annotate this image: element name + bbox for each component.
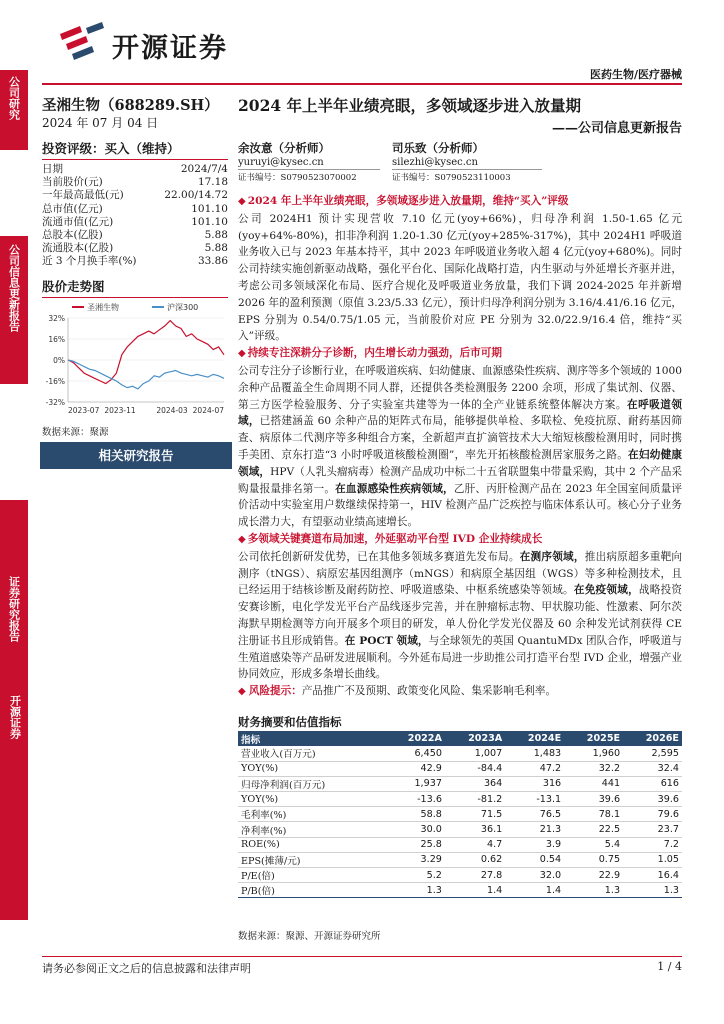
bullet-icon: ◆	[238, 196, 246, 207]
table-row	[238, 792, 682, 807]
fin-cell: 78.1	[564, 807, 623, 822]
fin-cell: 4.7	[445, 837, 505, 852]
fin-cell: 3.29	[385, 852, 445, 867]
logo-mark-icon	[58, 22, 108, 62]
heading-2	[238, 345, 682, 363]
p3b-head: 在测序领域，	[519, 550, 585, 563]
rating-value: 2024/7/4	[180, 163, 228, 175]
p3d: 与全球领先的英国 QuantuMDx 团队合作，呼吸道与生殖道感染等产品研发进展顺利。今外延布局进一步助推公司打造平台型 IVD 企业，增强产业协同效应，形成多条增长曲线。	[238, 634, 682, 681]
heading-3-text: 多领域关键赛道布局加速，外延驱动平台型 IVD 企业持续成长	[247, 532, 543, 545]
fin-cell: 79.6	[623, 807, 682, 822]
fin-row-label: 营业收入(百万元)	[238, 746, 385, 761]
table-row	[238, 837, 682, 852]
bullet-icon: ◆	[238, 533, 246, 545]
report-body	[238, 193, 682, 701]
stock-chart-svg	[42, 298, 228, 424]
rating-row	[42, 163, 228, 176]
brand-name: 开源证券	[112, 33, 228, 64]
fin-cell: 1.4	[505, 883, 564, 898]
p2d-head: 在血源感染性疾病领域，	[335, 482, 454, 495]
strip-top-label: 公司研究	[7, 76, 21, 120]
fin-cell: 0.54	[505, 852, 564, 867]
fin-cell: 16.4	[623, 868, 682, 883]
fin-cell: 76.5	[505, 807, 564, 822]
fin-table-title: 财务摘要和估值指标	[238, 715, 342, 729]
analyst-1-name: 余汝意（分析师）	[238, 141, 330, 155]
fin-cell: 1.3	[564, 883, 623, 898]
rating-key: 日期	[42, 163, 63, 175]
analyst-1-cert: 证书编号：S0790523070002	[238, 169, 380, 183]
strip-report-type	[0, 236, 28, 384]
fin-row-label: 净利率(%)	[238, 822, 385, 837]
fin-row-label: EPS(摊薄/元)	[238, 852, 385, 867]
fin-cell: 1,960	[564, 746, 623, 761]
fin-table	[238, 731, 682, 898]
footer-disclaimer[interactable]: 请务必参阅正文之后的信息披露和法律声明	[42, 962, 251, 975]
p3c: 战略投资安赛诊断，电化学发光平台产品线逐步完善，并在肿瘤标志物、甲状腺功能、性激素、阿尔茨海默早期检测等方向开展多个项目的研发，单人份化学发光仪器及 60 余种发光试剂获得 CE 注册证书且形成销售。	[238, 584, 683, 647]
fin-table-source: 数据来源：聚源、开源证券研究所	[238, 931, 381, 942]
rating-value: 101.10	[191, 202, 228, 215]
fin-cell: 58.8	[385, 807, 445, 822]
fin-cell: 0.62	[445, 852, 505, 867]
fin-header-cell: 2022A	[385, 731, 445, 746]
fin-cell: 441	[564, 776, 623, 791]
fin-cell: -13.6	[385, 792, 445, 807]
fin-cell: 42.9	[385, 761, 445, 776]
rating-label	[42, 139, 228, 160]
fin-cell: 25.8	[385, 837, 445, 852]
page-number: 1 / 4	[657, 960, 682, 973]
rating-key: 流通市值(亿元)	[42, 215, 114, 228]
analyst-2-email[interactable]: silezhi@kysec.cn	[392, 157, 478, 168]
table-row	[238, 822, 682, 837]
p2b: 已搭建涵盖 60 余种产品的矩阵式布局，能够提供单检、多联检、免疫抗原、耐药基因筛查、病原体二代测序等多种组合方案，全新超声直扩滴管技术大大缩短核酸检测用时，同时携手美团、京东打造“3 小时呼吸道核酸检测圈”，率先开拓核酸检测居家服务之路。	[238, 415, 682, 461]
report-title: 2024 年上半年业绩亮眼，多领域逐步进入放量期	[238, 96, 582, 115]
fin-cell: 1.3	[623, 883, 682, 898]
fin-header-cell: 2023A	[445, 731, 505, 746]
analyst-2-name: 司乐致（分析师）	[392, 141, 484, 155]
table-row	[238, 868, 682, 883]
p2a: 公司专注分子诊断行业，在呼吸道疾病、妇幼健康、血源感染性疾病、测序等多个领域的 1000 余种产品覆盖全生命周期不同人群，还提供各类检测服务 2200 余项，形成了集试剂、仪器、第三方医学检验服务、分子实验室共建等为一体的全产业链系统整体解决方案。	[238, 364, 682, 411]
analyst-2-cert: 证书编号：S0790523110003	[392, 169, 542, 183]
fin-cell: 71.5	[445, 807, 505, 822]
fin-cell: 23.7	[623, 822, 682, 837]
report-date: 2024 年 07 月 04 日	[42, 116, 159, 130]
fin-cell: -81.2	[445, 792, 505, 807]
risk-heading: 风险提示：	[248, 685, 302, 698]
paragraph-1: 公司 2024H1 预计实现营收 7.10 亿元(yoy+66%)，归母净利润 1.50-1.65 亿元(yoy+64%-80%)，扣非净利润 1.20-1.30 亿元(yoy+285%-317%)，其中 2024H1 呼吸道业务收入已与 2023 年基本持平，其中 2023 年呼吸道业务收入超 4 亿元(yoy+680%)。同时公司持续实施创新驱动战略，强化平台化、国际化战略打造，内生驱动与外延增长齐驱并进，考虑公司多领域深化布局、医疗合规化及呼吸道业务放量，我们下调 2024-2025 年并新增 2026 年的盈利预测（原值 3.23/5.33 亿元），预计归母净利润分别为 3.16/4.41/6.16 亿元，EPS 分别为 0.54/0.75/1.05 元，当前股价对应 PE 分别为 32.0/22.9/16.4 倍，维持“买入”评级。	[238, 212, 682, 343]
fin-cell: 2,595	[623, 746, 682, 761]
fin-cell: 1,007	[445, 746, 505, 761]
rating-value: 101.10	[191, 215, 228, 228]
fin-cell: 5.2	[385, 868, 445, 883]
x-tick-label: 2024-03	[156, 405, 188, 415]
fin-cell: 47.2	[505, 761, 564, 776]
table-row	[238, 807, 682, 822]
x-tick-label: 2024-07	[192, 405, 224, 415]
p2c: HPV（人乳头瘤病毒）检测产品成功中标二十五省联盟集中带量采购，其中 2 个产品采购量报量排名第一。	[238, 465, 682, 495]
fin-cell: 36.1	[445, 822, 505, 837]
analyst-1-email[interactable]: yuruyi@kysec.cn	[238, 157, 324, 168]
fin-cell: 316	[505, 776, 564, 791]
footer-divider	[42, 956, 682, 957]
p2d: 乙肝、丙肝检测产品在 2023 年全国室间质量评价活动中实验室用户数继续保持第一，HIV 检测产品广泛疾控与临床体系认可。核心分子业务成长潜力大，有望驱动业绩高速增长。	[238, 482, 683, 529]
paragraph-3	[238, 549, 682, 683]
fin-row-label: 毛利率(%)	[238, 807, 385, 822]
fin-row-label: YOY(%)	[238, 792, 385, 807]
rating-row	[42, 203, 228, 216]
p2b-head: 在呼吸道领域，	[238, 398, 682, 428]
fin-header-cell: 指标	[238, 731, 385, 746]
fin-cell: 21.3	[505, 822, 564, 837]
fin-cell: 30.0	[385, 822, 445, 837]
analysts	[238, 140, 682, 183]
related-reports-button[interactable]: 相关研究报告	[40, 442, 232, 469]
y-tick-label: -16%	[45, 376, 65, 386]
x-tick-label: 2023-11	[104, 405, 136, 415]
fin-cell: 1.3	[385, 883, 445, 898]
fin-row-label: ROE(%)	[238, 837, 385, 852]
fin-cell: 1,483	[505, 746, 564, 761]
rating-key: 近 3 个月换手率(%)	[42, 255, 137, 268]
fin-cell: 3.9	[505, 837, 564, 852]
chart-section-title: 股价走势图	[42, 277, 228, 298]
fin-header-cell: 2026E	[623, 731, 682, 746]
table-row	[238, 852, 682, 867]
strip-firm-sub	[0, 576, 28, 676]
p3a: 公司依托创新研发优势，已在其他多领域多赛道先发布局。	[238, 550, 520, 563]
fin-table-header	[238, 731, 682, 746]
report-subtitle: ——公司信息更新报告	[551, 121, 682, 136]
fin-cell: 22.5	[564, 822, 623, 837]
rating-row	[42, 255, 228, 268]
fin-cell: 0.75	[564, 852, 623, 867]
p3c-head: 在免疫领域，	[573, 584, 639, 597]
fin-cell: 39.6	[564, 792, 623, 807]
strip-bottom-label-2: 证券研究报告	[7, 576, 21, 642]
fin-cell: 32.4	[623, 761, 682, 776]
y-tick-label: 0%	[53, 355, 65, 365]
fin-cell: -13.1	[505, 792, 564, 807]
rating-value: 33.86	[197, 255, 228, 268]
fin-row-label: YOY(%)	[238, 761, 385, 776]
rating-box	[42, 139, 228, 438]
fin-cell: 27.8	[445, 868, 505, 883]
fin-header-cell: 2025E	[564, 731, 623, 746]
chart-source: 数据来源：聚源	[42, 426, 109, 438]
table-row	[238, 746, 682, 761]
y-tick-label: 16%	[48, 334, 65, 344]
rating-row	[42, 229, 228, 242]
heading-1-text: 2024 年上半年业绩亮眼，多领域逐步进入放量期，维持“买入”评级	[247, 195, 569, 207]
rating-value: 17.18	[197, 176, 228, 189]
rating-row	[42, 242, 228, 255]
p2c-head: 在妇幼健康领域，	[238, 448, 683, 478]
table-row	[238, 776, 682, 791]
fin-cell: 616	[623, 776, 682, 791]
fin-row-label: P/E(倍)	[238, 868, 385, 883]
industry-label: 医药生物/医疗器械	[589, 68, 682, 81]
heading-3	[238, 531, 682, 549]
p3b: 推出病原超多重靶向测序（tNGS）、病原宏基因组测序（mNGS）和病原全基因组（WGS）等多种检测技术，且已经运用于结核诊断及耐药防控、呼吸道感染、中枢系统感染等领域。	[238, 550, 683, 597]
fin-cell: 32.2	[564, 761, 623, 776]
rating-key: 一年最高最低(元)	[42, 189, 124, 202]
paragraph-2	[238, 363, 682, 531]
company-name-code: 圣湘生物（688289.SH）	[42, 97, 219, 114]
strip-firm	[0, 500, 28, 920]
fin-header-cell: 2024E	[505, 731, 564, 746]
fin-cell: 364	[445, 776, 505, 791]
series-line-1	[68, 360, 224, 389]
rating-value: 5.88	[204, 229, 228, 242]
series-line-0	[68, 320, 224, 383]
legend-label: 沪深300	[167, 302, 199, 312]
header-divider	[42, 83, 682, 85]
rating-key: 总股本(亿股)	[42, 229, 103, 242]
rating-key: 当前股价(元)	[42, 176, 103, 189]
fin-cell: -84.4	[445, 761, 505, 776]
fin-row-label: 归母净利润(百万元)	[238, 776, 385, 791]
risk-paragraph	[238, 683, 682, 701]
fin-table-body	[238, 746, 682, 898]
fin-cell: 1.05	[623, 852, 682, 867]
rating-value: 5.88	[204, 242, 228, 255]
table-row	[238, 761, 682, 776]
fin-cell: 22.9	[564, 868, 623, 883]
y-tick-label: -32%	[45, 397, 65, 407]
analyst-1	[238, 140, 380, 183]
strip-bottom-label-1: 开源证券	[8, 695, 22, 739]
fin-cell: 7.2	[623, 837, 682, 852]
fin-row-label: P/B(倍)	[238, 883, 385, 898]
risk-text: 产品推广不及预期、政策变化风险、集采影响毛利率。	[301, 685, 557, 698]
rating-rows	[42, 163, 228, 269]
heading-1	[238, 193, 682, 211]
table-row	[238, 883, 682, 898]
rating-key: 总市值(亿元)	[42, 202, 103, 215]
strip-mid-label: 公司信息更新报告	[7, 244, 21, 332]
fin-cell: 39.6	[623, 792, 682, 807]
x-tick-label: 2023-07	[68, 405, 100, 415]
rating-row	[42, 189, 228, 202]
fin-cell: 6,450	[385, 746, 445, 761]
rating-text: 投资评级：买入（维持）	[42, 141, 180, 156]
stock-chart	[42, 298, 228, 424]
analyst-2	[392, 140, 542, 183]
fin-cell: 5.4	[564, 837, 623, 852]
p3d-head: 在 POCT 领域，	[344, 634, 429, 647]
fin-cell: 1,937	[385, 776, 445, 791]
rating-value: 22.00/14.72	[164, 189, 228, 202]
legend-label: 圣湘生物	[87, 302, 119, 312]
y-tick-label: 32%	[48, 313, 65, 323]
rating-key: 流通股本(亿股)	[42, 242, 114, 255]
strip-company-research	[0, 70, 28, 150]
heading-2-text: 持续专注深耕分子诊断，内生增长动力强劲，后市可期	[247, 347, 502, 360]
fin-cell: 1.4	[445, 883, 505, 898]
bullet-icon: ◆	[238, 348, 246, 360]
bullet-icon: ◆	[238, 686, 249, 698]
rating-row	[42, 216, 228, 229]
fin-cell: 32.0	[505, 868, 564, 883]
rating-row	[42, 176, 228, 189]
